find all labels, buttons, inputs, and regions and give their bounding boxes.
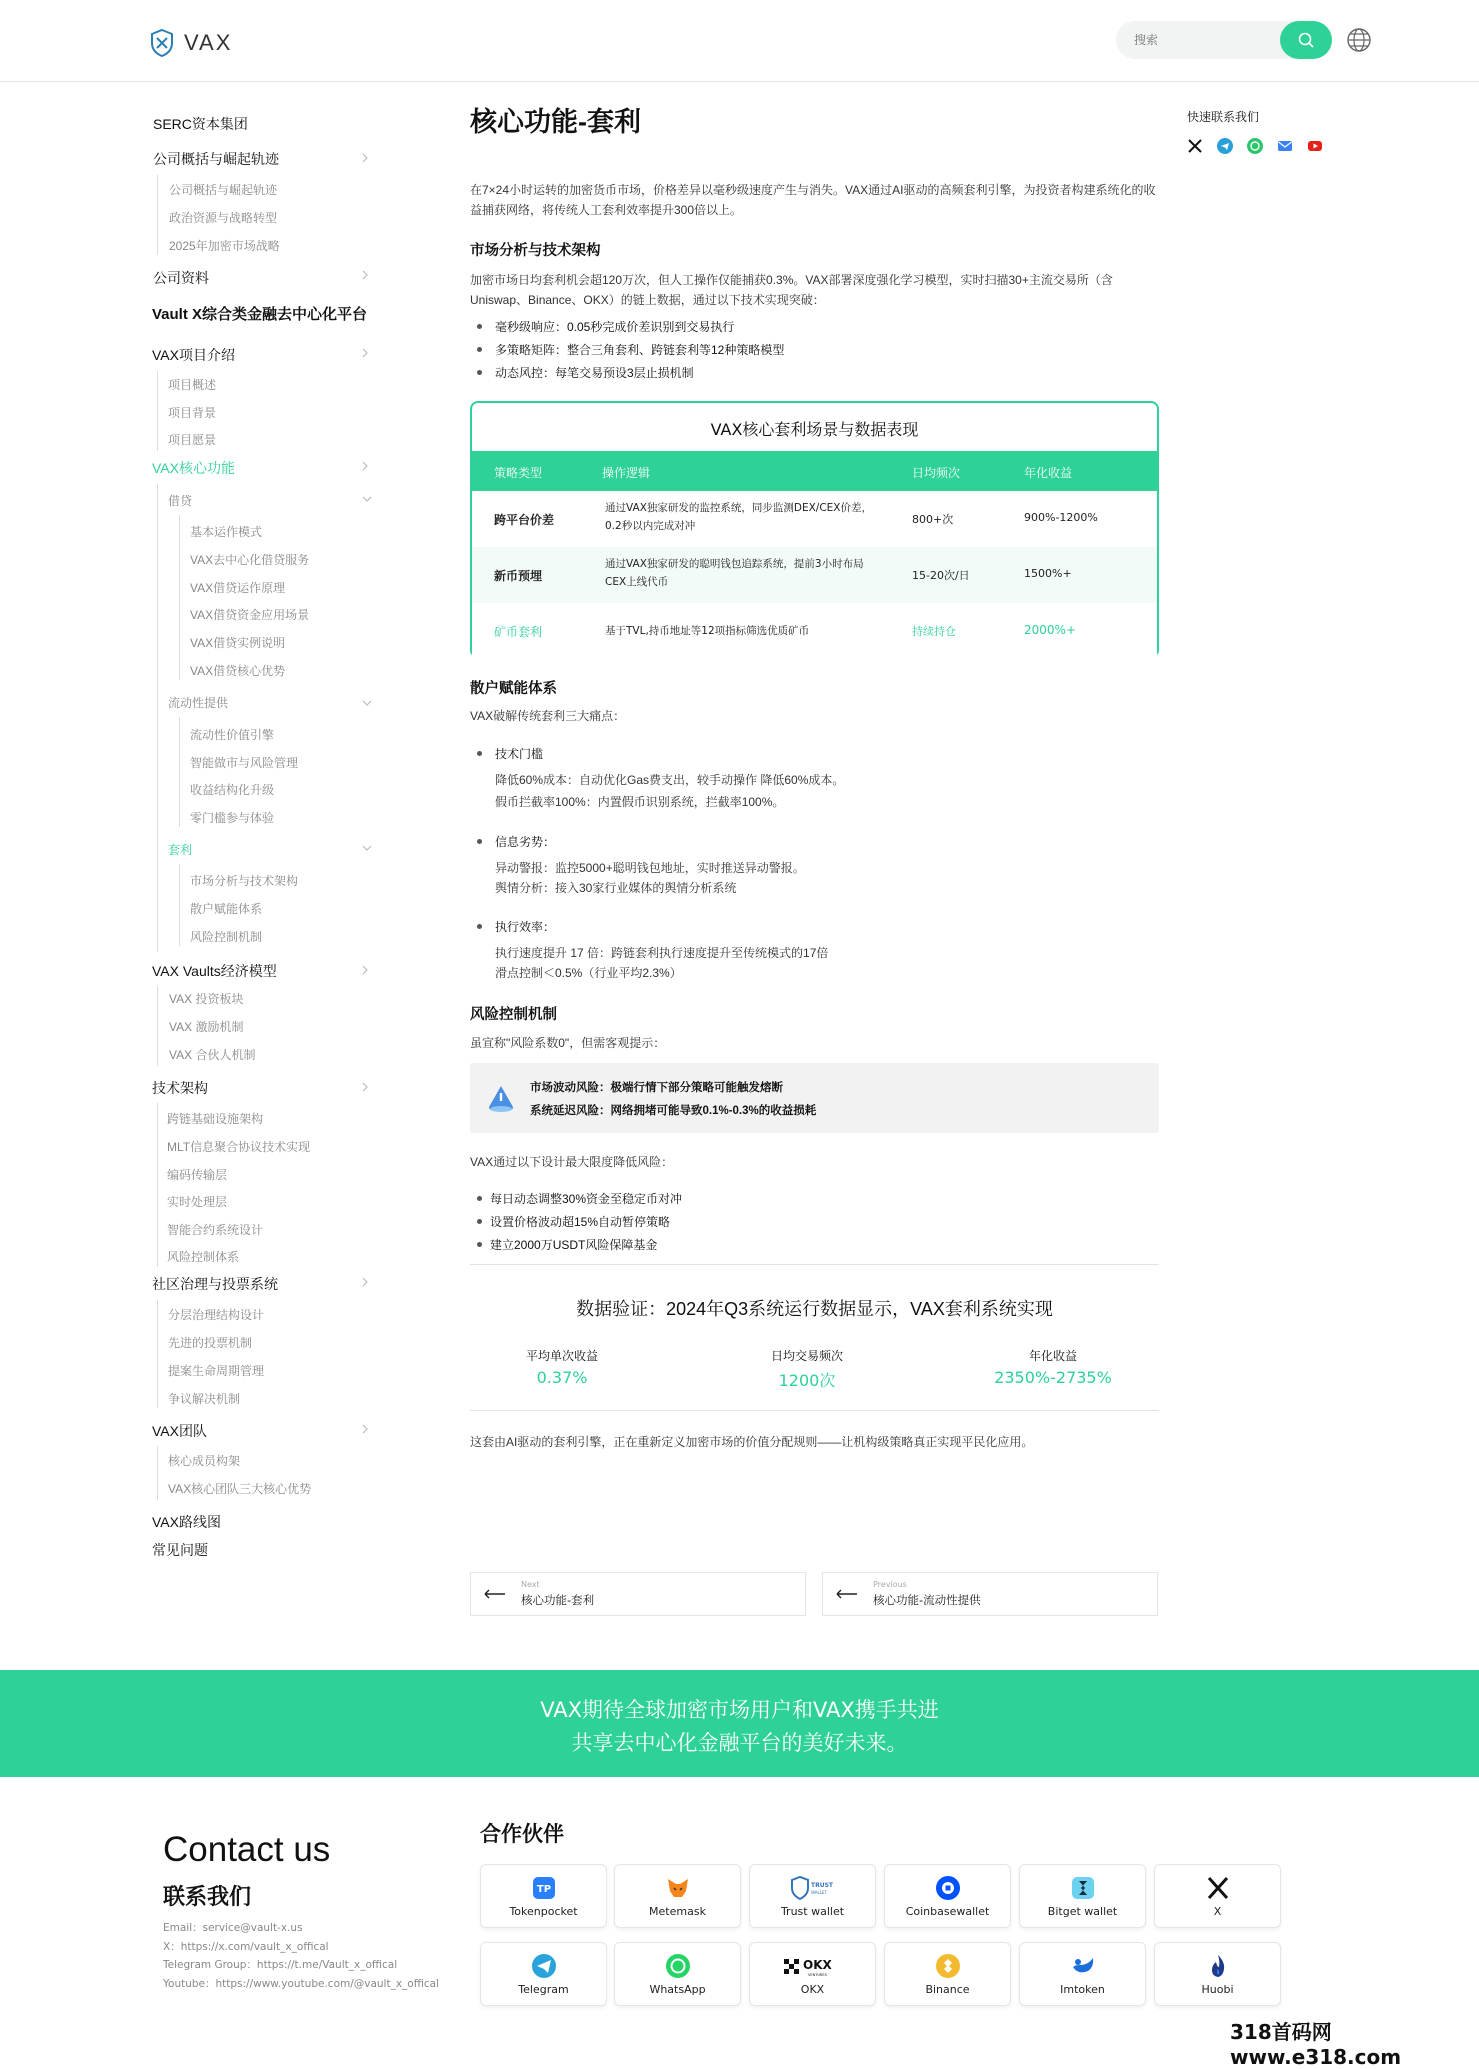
risk-notice-box bbox=[470, 1063, 1159, 1133]
partners-title: 合作伙伴 bbox=[480, 1822, 564, 1846]
partner-name: Coinbasewallet bbox=[905, 1905, 990, 1918]
table-header bbox=[472, 451, 1157, 491]
partner-card[interactable] bbox=[614, 1942, 741, 2006]
arrow-left-icon bbox=[835, 1589, 859, 1599]
table-cell: 15-20次/日 bbox=[912, 569, 970, 582]
table-cell: 持续持仓 bbox=[912, 625, 956, 638]
sidebar-item[interactable]: 提案生命周期管理 bbox=[168, 1364, 265, 1378]
sidebar-item[interactable]: 社区治理与投票系统 bbox=[152, 1276, 278, 1292]
table-cell: 基于TVL,持币地址等12项指标筛选优质矿币 bbox=[605, 625, 810, 637]
sidebar-item[interactable]: 市场分析与技术架构 bbox=[190, 874, 299, 888]
sidebar-item[interactable]: 技术架构 bbox=[152, 1080, 208, 1096]
svg-text:OKX: OKX bbox=[802, 1958, 832, 1972]
pain-point-group bbox=[470, 745, 1160, 812]
table-cell: 2000%+ bbox=[1024, 623, 1076, 637]
cta-banner bbox=[0, 1670, 1479, 1777]
sidebar-item[interactable]: 流动性提供 bbox=[168, 696, 229, 710]
section-title: 散户赋能体系 bbox=[470, 681, 557, 697]
sidebar-item[interactable]: 编码传输层 bbox=[167, 1168, 228, 1182]
table-cell: 800+次 bbox=[912, 513, 954, 526]
table-cell: 1500%+ bbox=[1024, 567, 1072, 580]
table-header-cell: 日均频次 bbox=[912, 466, 961, 480]
sidebar-item[interactable]: 核心成员构架 bbox=[168, 1454, 241, 1468]
next-page-link[interactable] bbox=[470, 1572, 806, 1616]
sidebar-item[interactable]: VAX路线图 bbox=[152, 1514, 221, 1530]
banner-line: VAX期待全球加密市场用户和VAX携手共进 bbox=[540, 1698, 939, 1722]
search-icon bbox=[1297, 31, 1315, 49]
pager-title: 核心功能-流动性提供 bbox=[873, 1593, 981, 1607]
sidebar-item[interactable]: VAX Vaults经济模型 bbox=[152, 963, 277, 979]
chevron-right-icon[interactable] bbox=[360, 1424, 370, 1434]
arbitrage-table-card bbox=[470, 401, 1159, 658]
stat-label: 年化收益 bbox=[1028, 1349, 1077, 1363]
divider bbox=[470, 1264, 1159, 1265]
table-cell: 矿币套利 bbox=[494, 625, 543, 639]
metamask-icon bbox=[665, 1875, 691, 1901]
table-cell: 跨平台价差 bbox=[494, 513, 555, 527]
binance-icon bbox=[935, 1953, 961, 1979]
chevron-right-icon[interactable] bbox=[360, 1277, 370, 1287]
stat-value: 2350%-2735% bbox=[994, 1368, 1112, 1387]
partner-name: Tokenpocket bbox=[509, 1905, 578, 1918]
mail-icon[interactable] bbox=[1277, 138, 1293, 154]
telegram-icon bbox=[531, 1953, 557, 1979]
section-paragraph: 加密市场日均套利机会超120万次，但人工操作仅能捕获0.3%。VAX部署深度强化学习模型，实时扫描30+主流交易所（含Uniswap、Binance、OKX）的链上数据，通过以下技术实现突破： bbox=[470, 273, 1113, 307]
imtoken-icon bbox=[1070, 1953, 1096, 1979]
sidebar-item[interactable]: 智能做市与风险管理 bbox=[190, 756, 299, 770]
partner-card[interactable] bbox=[1154, 1942, 1281, 2006]
tokenpocket-icon bbox=[531, 1875, 557, 1901]
partner-name: X bbox=[1213, 1905, 1222, 1918]
group-line: 异动警报：监控5000+聪明钱包地址，实时推送异动警报。 bbox=[495, 861, 805, 875]
partner-card[interactable] bbox=[480, 1864, 607, 1928]
previous-page-link[interactable] bbox=[822, 1572, 1158, 1616]
sidebar-item[interactable]: 项目愿景 bbox=[168, 433, 217, 447]
warning-icon bbox=[486, 1083, 516, 1113]
group-title: 执行效率： bbox=[470, 918, 1160, 935]
sidebar-item[interactable]: VAX核心团队三大核心优势 bbox=[168, 1482, 312, 1496]
stat-value: 1200次 bbox=[778, 1371, 836, 1390]
contact-x[interactable]: X：https://x.com/vault_x_offical bbox=[163, 1940, 329, 1953]
table-cell: 通过VAX独家研发的聪明钱包追踪系统，提前3小时布局CEX上线代币 bbox=[605, 558, 864, 588]
okx-icon bbox=[780, 1953, 846, 1979]
sidebar-item[interactable]: 公司概括与崛起轨迹 bbox=[169, 183, 278, 197]
svg-text:WALLET: WALLET bbox=[810, 1890, 827, 1895]
intro-paragraph: 在7×24小时运转的加密货币市场，价格差异以毫秒级速度产生与消失。VAX通过AI驱动的高频套利引擎，为投资者构建系统化的收益捕获网络，将传统人工套利效率提升300倍以上。 bbox=[470, 183, 1156, 217]
pain-point-group bbox=[470, 833, 1160, 898]
youtube-icon[interactable] bbox=[1307, 138, 1323, 154]
page-title: 核心功能-套利 bbox=[470, 107, 641, 137]
divider bbox=[470, 1410, 1159, 1411]
chevron-right-icon[interactable] bbox=[360, 965, 370, 975]
chevron-down-icon[interactable] bbox=[362, 843, 372, 853]
partner-card[interactable] bbox=[1154, 1864, 1281, 1928]
bullet-list bbox=[470, 318, 1160, 387]
contact-subtitle: 联系我们 bbox=[163, 1885, 252, 1910]
list-item: 建立2000万USDT风险保障基金 bbox=[470, 1236, 1160, 1259]
stats-title: 数据验证：2024年Q3系统运行数据显示，VAX套利系统实现 bbox=[576, 1299, 1053, 1319]
huobi-icon bbox=[1205, 1953, 1231, 1979]
sidebar-item[interactable]: 风险控制体系 bbox=[167, 1250, 240, 1264]
sidebar-item-active[interactable]: VAX核心功能 bbox=[152, 460, 235, 476]
section-paragraph: VAX破解传统套利三大痛点： bbox=[470, 709, 626, 723]
watermark: 318首码网 www.e318.com bbox=[1230, 2020, 1402, 2069]
chevron-down-icon[interactable] bbox=[362, 698, 372, 708]
section-title: 风险控制机制 bbox=[470, 1007, 557, 1023]
pager-title: 核心功能-套利 bbox=[521, 1593, 595, 1607]
section-paragraph: VAX通过以下设计最大限度降低风险： bbox=[470, 1155, 674, 1169]
logo-text: VAX bbox=[184, 30, 233, 55]
svg-text:VENTURES: VENTURES bbox=[807, 1973, 827, 1977]
sidebar-item[interactable]: VAX项目介绍 bbox=[152, 347, 235, 363]
chevron-right-icon[interactable] bbox=[360, 153, 370, 163]
closing-paragraph: 这套由AI驱动的套利引擎，正在重新定义加密市场的价值分配规则——让机构级策略真正实现平民化应用。 bbox=[470, 1435, 1034, 1449]
sidebar-item[interactable]: 散户赋能体系 bbox=[190, 902, 263, 916]
sidebar-item[interactable]: 借贷 bbox=[168, 494, 193, 508]
table-cell: 新币预埋 bbox=[494, 569, 543, 583]
sidebar-item[interactable]: 争议解决机制 bbox=[168, 1392, 241, 1406]
partner-card[interactable] bbox=[749, 1864, 876, 1928]
table-header-cell: 操作逻辑 bbox=[602, 466, 651, 480]
section-title: 市场分析与技术架构 bbox=[470, 243, 601, 259]
sidebar-item[interactable]: 分层治理结构设计 bbox=[168, 1308, 265, 1322]
chevron-right-icon[interactable] bbox=[360, 270, 370, 280]
stat-value: 0.37% bbox=[536, 1368, 588, 1387]
sidebar-item[interactable]: VAX去中心化借贷服务 bbox=[190, 553, 310, 567]
sidebar-item[interactable]: VAX借贷运作原理 bbox=[190, 581, 286, 595]
quick-contact-title: 快速联系我们 bbox=[1187, 110, 1260, 124]
sidebar-item[interactable]: VAX借贷核心优势 bbox=[190, 664, 286, 678]
risk-line: 系统延迟风险：网络拥堵可能导致0.1%-0.3%的收益损耗 bbox=[530, 1105, 817, 1117]
table-cell: 900%-1200% bbox=[1024, 511, 1098, 524]
coinbase-wallet-icon bbox=[935, 1875, 961, 1901]
contact-title: Contact us bbox=[163, 1830, 331, 1869]
chevron-down-icon[interactable] bbox=[362, 494, 372, 504]
sidebar-item[interactable]: 收益结构化升级 bbox=[190, 783, 275, 797]
sidebar-item[interactable]: 流动性价值引擎 bbox=[190, 728, 275, 742]
partner-card[interactable] bbox=[1019, 1942, 1146, 2006]
sidebar-item[interactable]: 智能合约系统设计 bbox=[167, 1223, 264, 1237]
chevron-right-icon[interactable] bbox=[360, 348, 370, 358]
list-item: 动态风控：每笔交易预设3层止损机制 bbox=[470, 364, 1160, 387]
partner-name: Huobi bbox=[1201, 1983, 1234, 1996]
group-line: 假币拦截率100%：内置假币识别系统，拦截率100%。 bbox=[495, 795, 785, 809]
table-header-cell: 策略类型 bbox=[494, 466, 543, 480]
vax-shield-icon bbox=[150, 28, 174, 58]
section-paragraph: 虽宣称"风险系数0"，但需客观提示： bbox=[470, 1036, 666, 1050]
search-input[interactable] bbox=[1134, 21, 1274, 59]
list-item: 设置价格波动超15%自动暂停策略 bbox=[470, 1213, 1160, 1236]
sidebar-group-title[interactable]: SERC资本集团 bbox=[153, 116, 248, 132]
whatsapp-icon bbox=[665, 1953, 691, 1979]
logo[interactable] bbox=[150, 28, 232, 58]
sidebar-item[interactable]: MLT信息聚合协议技术实现 bbox=[167, 1140, 311, 1154]
partner-name: OKX bbox=[800, 1983, 825, 1996]
telegram-icon[interactable] bbox=[1217, 138, 1233, 154]
sidebar-item[interactable]: 跨链基础设施架构 bbox=[167, 1112, 264, 1126]
group-line: 降低60%成本：自动优化Gas费支出，较手动操作 降低60%成本。 bbox=[495, 773, 845, 787]
sidebar-item-active-sub[interactable]: 套利 bbox=[168, 843, 193, 857]
partner-name: Trust wallet bbox=[780, 1905, 845, 1918]
trust-wallet-icon bbox=[788, 1875, 838, 1901]
sidebar-item[interactable]: 项目背景 bbox=[168, 406, 217, 420]
partner-name: Binance bbox=[925, 1983, 970, 1996]
contact-telegram[interactable]: Telegram Group：https://t.me/Vault_x_offical bbox=[163, 1959, 398, 1971]
sidebar-item[interactable]: 常见问题 bbox=[152, 1542, 208, 1558]
group-line: 滑点控制＜0.5%（行业平均2.3%） bbox=[495, 966, 682, 980]
partner-card[interactable] bbox=[614, 1864, 741, 1928]
list-item: 毫秒级响应：0.05秒完成价差识别到交易执行 bbox=[470, 318, 1160, 341]
partner-name: Imtoken bbox=[1060, 1983, 1105, 1996]
table-row bbox=[472, 491, 1157, 547]
stat-label: 平均单次收益 bbox=[525, 1349, 598, 1363]
language-globe-icon[interactable] bbox=[1345, 26, 1373, 54]
contact-youtube[interactable]: Youtube：https://www.youtube.com/@vault_x_offical bbox=[163, 1977, 440, 1990]
sidebar-item[interactable]: VAX 合伙人机制 bbox=[169, 1048, 256, 1062]
sidebar-item[interactable]: 基本运作模式 bbox=[190, 525, 263, 539]
pager-label: Next bbox=[521, 1580, 540, 1589]
partner-card[interactable] bbox=[884, 1942, 1011, 2006]
partner-card[interactable] bbox=[1019, 1864, 1146, 1928]
sidebar-item[interactable]: 政治资源与战略转型 bbox=[169, 211, 278, 225]
list-item: 每日动态调整30%资金至稳定币对冲 bbox=[470, 1190, 1160, 1213]
contact-details bbox=[163, 1919, 439, 1993]
arrow-left-icon bbox=[483, 1589, 507, 1599]
group-line: 舆情分析：接入30家行业媒体的舆情分析系统 bbox=[495, 881, 737, 895]
banner-line: 共享去中心化金融平台的美好未来。 bbox=[571, 1731, 908, 1755]
pain-point-group bbox=[470, 918, 1160, 983]
site-header bbox=[0, 0, 1479, 82]
chevron-right-icon[interactable] bbox=[360, 461, 370, 471]
sidebar-item[interactable]: VAX 激励机制 bbox=[169, 1020, 244, 1034]
table-title: VAX核心套利场景与数据表现 bbox=[710, 420, 919, 439]
table-row bbox=[472, 547, 1157, 603]
partner-card[interactable] bbox=[749, 1942, 876, 2006]
partner-name: Metemask bbox=[649, 1905, 706, 1918]
sidebar-item[interactable]: 实时处理层 bbox=[167, 1195, 228, 1209]
group-title: 信息劣势： bbox=[470, 833, 1160, 850]
chevron-right-icon[interactable] bbox=[360, 1082, 370, 1092]
sidebar-item[interactable]: VAX借贷实例说明 bbox=[190, 636, 286, 650]
sidebar-item[interactable]: 先进的投票机制 bbox=[168, 1336, 253, 1350]
partner-card[interactable] bbox=[480, 1942, 607, 2006]
sidebar-item[interactable]: VAX借贷资金应用场景 bbox=[190, 608, 310, 622]
stat-label: 日均交易频次 bbox=[770, 1349, 843, 1363]
table-cell: 通过VAX独家研发的监控系统，同步监测DEX/CEX价差，0.2秒以内完成对冲 bbox=[605, 502, 872, 532]
quick-contact-icons bbox=[1187, 138, 1323, 154]
x-icon[interactable] bbox=[1187, 138, 1203, 154]
list-item: 多策略矩阵：整合三角套利、跨链套利等12种策略模型 bbox=[470, 341, 1160, 364]
bitget-wallet-icon bbox=[1070, 1875, 1096, 1901]
sidebar-item[interactable]: VAX 投资板块 bbox=[169, 992, 244, 1006]
sidebar-item[interactable]: 2025年加密市场战略 bbox=[169, 239, 280, 253]
group-title: 技术门槛 bbox=[470, 745, 1160, 762]
partner-name: Telegram bbox=[518, 1983, 569, 1996]
svg-text:TP: TP bbox=[536, 1884, 551, 1895]
table-header-cell: 年化收益 bbox=[1024, 466, 1073, 480]
svg-text:TRUST: TRUST bbox=[810, 1882, 833, 1889]
sidebar-item[interactable]: Vault X综合类金融去中心化平台 bbox=[152, 306, 368, 323]
partner-name: WhatsApp bbox=[649, 1983, 706, 1996]
sidebar-item[interactable]: 项目概述 bbox=[168, 378, 217, 392]
search-button[interactable] bbox=[1280, 21, 1332, 59]
whatsapp-icon[interactable] bbox=[1247, 138, 1263, 154]
x-icon bbox=[1205, 1875, 1231, 1901]
pager-label: Previous bbox=[873, 1580, 907, 1589]
contact-email[interactable]: Email：service@vault-x.us bbox=[163, 1922, 303, 1934]
sidebar-item[interactable]: 风险控制机制 bbox=[190, 930, 263, 944]
table-row-highlight bbox=[472, 603, 1157, 659]
partner-name: Bitget wallet bbox=[1047, 1905, 1118, 1918]
bullet-list bbox=[470, 1190, 1160, 1259]
partner-card[interactable] bbox=[884, 1864, 1011, 1928]
group-line: 执行速度提升 17 倍：跨链套利执行速度提升至传统模式的17倍 bbox=[495, 946, 829, 960]
risk-line: 市场波动风险：极端行情下部分策略可能触发熔断 bbox=[530, 1082, 783, 1094]
sidebar-item[interactable]: VAX团队 bbox=[152, 1423, 207, 1439]
sidebar-item[interactable]: 零门槛参与体验 bbox=[190, 811, 275, 825]
sidebar-item[interactable]: 公司资料 bbox=[153, 270, 209, 286]
sidebar-item[interactable]: 公司概括与崛起轨迹 bbox=[153, 151, 279, 167]
